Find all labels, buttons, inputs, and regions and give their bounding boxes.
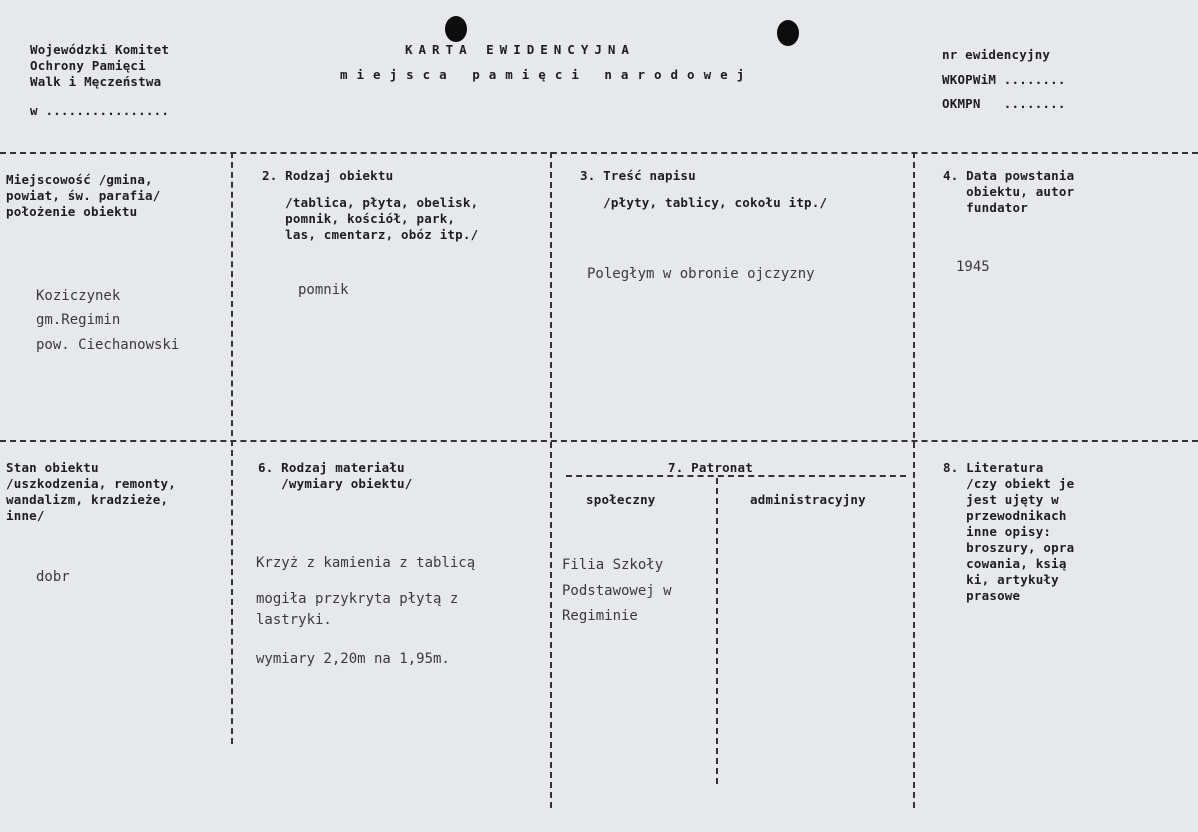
field-label: 4. Data powstania <box>943 168 1075 183</box>
card-subtitle: miejsca pamięci narodowej <box>340 67 754 82</box>
field-label: broszury, opra <box>943 540 1075 555</box>
material-value: Krzyż z kamienia z tablicą <box>256 555 476 571</box>
grid-line-col1 <box>231 152 233 744</box>
creation-date-value: 1945 <box>956 259 990 275</box>
field-label: cowania, ksią <box>943 556 1067 571</box>
grid-line-top <box>0 152 1198 154</box>
field-label: pomnik, kościół, park, <box>262 211 456 226</box>
field-label: fundator <box>943 200 1028 215</box>
card-title: KARTA EWIDENCYJNA <box>405 42 635 57</box>
field-label: położenie obiektu <box>6 204 138 219</box>
field-label: /uszkodzenia, remonty, <box>6 476 176 491</box>
field-label: 3. Treść napisu <box>580 168 696 183</box>
field-label: obiektu, autor <box>943 184 1075 199</box>
patronage-value: Filia Szkoły <box>562 557 664 573</box>
field-label: Miejscowość /gmina, <box>6 172 153 187</box>
registry-line: nr ewidencyjny <box>942 47 1051 62</box>
grid-line-col3 <box>913 152 915 808</box>
field-label: inne/ <box>6 508 45 523</box>
field-label: ki, artykuły <box>943 572 1059 587</box>
material-value: wymiary 2,20m na 1,95m. <box>256 651 450 667</box>
object-type-value: pomnik <box>298 282 349 298</box>
patronage-value: Podstawowej w <box>562 583 672 599</box>
location-value: gm.Regimin <box>36 312 121 328</box>
field-label: przewodnikach <box>943 508 1067 523</box>
field-label: /tablica, płyta, obelisk, <box>262 195 479 210</box>
material-value: mogiła przykryta płytą z <box>256 591 459 607</box>
field-label: wandalizm, kradzieże, <box>6 492 169 507</box>
field-label: /wymiary obiektu/ <box>258 476 413 491</box>
cell-literature <box>930 455 1196 615</box>
material-value: lastryki. <box>256 612 332 628</box>
patronage-social-label: społeczny <box>586 492 656 507</box>
field-label: prasowe <box>943 588 1021 603</box>
grid-line-col2 <box>550 152 552 808</box>
grid-line-middle <box>0 440 1198 442</box>
field-label: inne opisy: <box>943 524 1052 539</box>
field-label: powiat, św. parafia/ <box>6 188 161 203</box>
field-label: 7. Patronat <box>668 460 753 475</box>
field-label: las, cmentarz, obóz itp./ <box>262 227 479 242</box>
committee-line: Ochrony Pamięci <box>30 58 146 73</box>
field-label: 6. Rodzaj materiału <box>258 460 405 475</box>
patronage-value: Regiminie <box>562 608 638 624</box>
registry-line: WKOPWiM ........ <box>942 72 1066 87</box>
field-label: /płyty, tablicy, cokołu itp./ <box>580 195 828 210</box>
patronat-line <box>566 475 906 477</box>
committee-line: Walk i Męczeństwa <box>30 74 162 89</box>
registry-line: OKMPN ........ <box>942 96 1066 111</box>
field-label: 8. Literatura <box>943 460 1044 475</box>
inscription-value: Poległym w obronie ojczyzny <box>587 266 815 282</box>
field-label: /czy obiekt je <box>943 476 1075 491</box>
location-value: pow. Ciechanowski <box>36 337 180 353</box>
patronage-admin-label: administracyjny <box>750 492 866 507</box>
condition-value: dobr <box>36 569 70 585</box>
field-label: jest ujęty w <box>943 492 1059 507</box>
committee-line: Wojewódzki Komitet <box>30 42 170 57</box>
field-label: 2. Rodzaj obiektu <box>262 168 394 183</box>
patronat-divider <box>716 478 718 784</box>
punch-hole-right <box>777 20 799 46</box>
location-value: Koziczynek <box>36 288 121 304</box>
committee-line: w ................ <box>30 103 170 118</box>
punch-hole-left <box>445 16 467 42</box>
field-label: Stan obiektu <box>6 460 99 475</box>
